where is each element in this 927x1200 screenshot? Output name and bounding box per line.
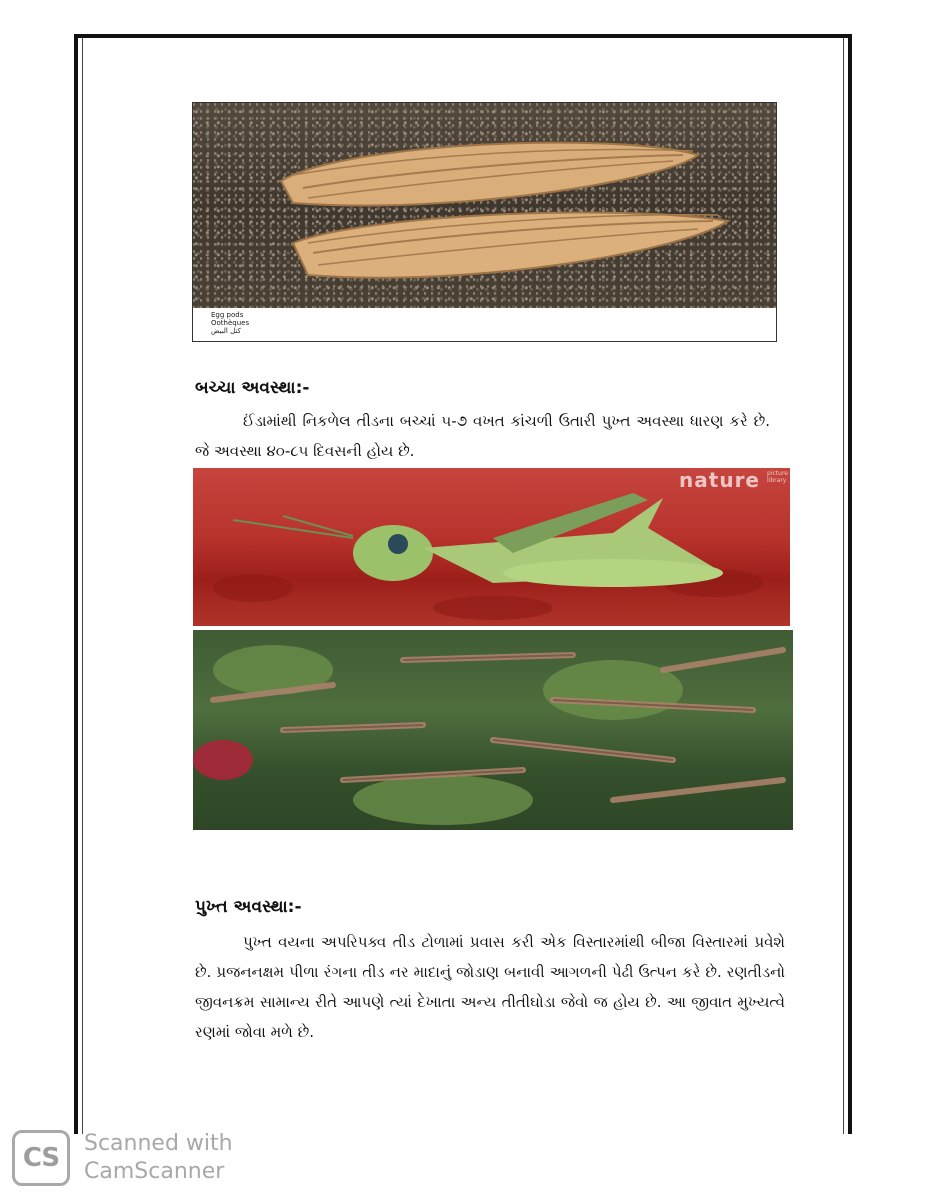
- camscanner-text: CamScanner: [84, 1159, 225, 1184]
- locust-swarm-photo: [193, 630, 793, 830]
- nymph-body: [233, 493, 723, 587]
- adult-stage-heading: પુખ્ત અવસ્થા:-: [195, 897, 302, 917]
- caption-french: Oothèques: [211, 319, 250, 327]
- swarm-illustration: [193, 630, 793, 830]
- adult-stage-paragraph: પુખ્ત વયના અપરિપક્વ તીડ ટોળામાં પ્રવાસ કરી એક વિસ્તારમાંથી બીજા વિસ્તારમાં પ્રવેશે છે. પ્રજનનક્ષમ પીળા રંગના તીડ નર માદાનું જોડાણ બનાવી આગળની પેઢી ઉત્પન કરે છે. રણતીડનો જીવનક્રમ સામાન્ય રીતે આપણે ત્યાં દેખાતા અન્ય તીતીઘોડા જેવો જ હોય છે. આ જીવાત મુખ્યત્વે રણમાં જોવા મળે છે.: [195, 933, 785, 1041]
- egg-pods-photo: [193, 103, 776, 308]
- scanned-with-text: Scanned with: [84, 1131, 233, 1156]
- nature-watermark: nature: [679, 468, 760, 492]
- egg-pods-caption: [211, 311, 249, 335]
- locust-nymph-photo: [193, 468, 790, 626]
- caption-arabic: كتل البيض: [211, 327, 241, 335]
- nymph-stage-paragraph: ઈંડામાંથી નિકળેલ તીડના બચ્ચાં ૫-૭ વખત કાંચળી ઉતારી પુખ્ત અવસ્થા ધારણ કરે છે. જે અવસ્થા ૪૦-૮૫ દિવસની હોય છે.: [195, 412, 770, 460]
- camscanner-logo: CS: [12, 1130, 70, 1186]
- watermark-subtext: picture library: [767, 470, 788, 484]
- camscanner-label: [84, 1130, 233, 1186]
- caption-english: Egg pods: [211, 311, 244, 319]
- egg-pods-illustration: [193, 103, 776, 308]
- egg-pods-figure: [192, 102, 777, 342]
- nymph-stage-heading: બચ્ચા અવસ્થા:-: [195, 378, 310, 398]
